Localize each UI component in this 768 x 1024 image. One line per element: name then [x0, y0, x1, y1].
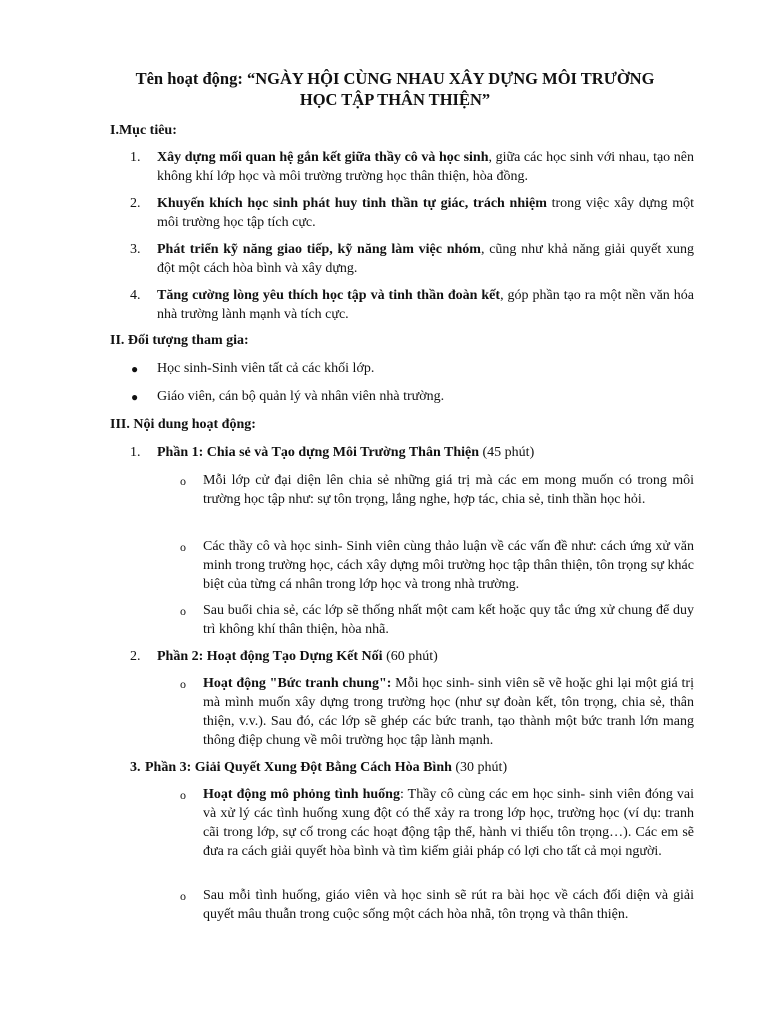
part-1-duration: (45 phút): [479, 445, 535, 460]
objective-text-3: [157, 240, 694, 278]
sub-bullet-icon: o: [180, 889, 186, 903]
part-2-duration: (60 phút): [382, 649, 438, 664]
part-1-heading: [157, 443, 694, 462]
sub-text: Các thầy cô và học sinh- Sinh viên cùng thảo luận về các vấn đề như: cách ứng xử văn minh trong trường học, cách xây dựng môi trường học tập thân thiện, tôn trọng sự khác biệt của từng cá nhân trong lớp học và trong nhà trường.: [203, 539, 694, 592]
list-number: 2.: [130, 649, 141, 664]
objective-bold-1: Xây dựng mối quan hệ gắn kết giữa thầy cô và học sinh: [157, 150, 489, 165]
participant-item-2: Giáo viên, cán bộ quản lý và nhân viên nhà trường.: [157, 389, 445, 404]
bullet-icon: ●: [131, 362, 139, 376]
part-1-sub-1: [203, 471, 694, 509]
section-1-heading: I.Mục tiêu:: [110, 123, 177, 138]
title-line-2: HỌC TẬP THÂN THIỆN”: [299, 90, 491, 109]
sub-bullet-icon: o: [180, 474, 186, 488]
title-line-1: Tên hoạt động: “NGÀY HỘI CÙNG NHAU XÂY DỰNG MÔI TRƯỜNG: [135, 69, 655, 88]
objective-text-1: [157, 148, 694, 186]
document-title: [100, 68, 690, 110]
sub-text: : Thầy cô cùng các em học sinh- sinh viên đóng vai và xử lý các tình huống xung đột có thể xảy ra trong lớp học, trường học (ví dụ: tranh cãi trong lớp, sự cố trong các hoạt động tập thể, hành vi thiếu tôn trọng…). Các em sẽ đưa ra cách giải quyết hòa bình và tìm kiếm giải pháp có lợi cho tất cả mọi người.: [203, 787, 694, 859]
sub-bold: Hoạt động "Bức tranh chung":: [203, 676, 392, 691]
sub-bullet-icon: o: [180, 788, 186, 802]
sub-text: Sau buổi chia sẻ, các lớp sẽ thống nhất một cam kết hoặc quy tắc ứng xử chung để duy trì không khí thân thiện, hòa nhã.: [203, 603, 694, 637]
objective-bold-3: Phát triển kỹ năng giao tiếp, kỹ năng làm việc nhóm: [157, 242, 481, 257]
list-number: 3.: [130, 242, 141, 257]
objective-text-2: [157, 194, 694, 232]
part-2-heading: [157, 647, 694, 666]
part-2-title: Phần 2: Hoạt động Tạo Dựng Kết Nối: [157, 649, 383, 664]
part-3-duration: (30 phút): [451, 760, 508, 775]
list-number: 1.: [130, 150, 141, 165]
sub-text: Mỗi lớp cử đại diện lên chia sẻ những giá trị mà các em mong muốn có trong môi trường học tập như: sự tôn trọng, lắng nghe, hợp tác, chia sẻ, tinh thần học hỏi.: [203, 473, 694, 507]
sub-bullet-icon: o: [180, 604, 186, 618]
part-3-sub-2: [203, 886, 694, 924]
sub-text: Mỗi học sinh- sinh viên sẽ vẽ hoặc ghi lại một giá trị mà mình muốn xây dựng trong trường học (như sự đoàn kết, tôn trọng, chia sẻ, thân thiện, v.v.). Sau đó, các lớp sẽ ghép các bức tranh, tạo thành một bức tranh lớn mang thông điệp chung về môi trường học tập lành mạnh.: [203, 676, 694, 748]
objective-text-4: [157, 286, 694, 324]
objective-bold-2: Khuyến khích học sinh phát huy tinh thần tự giác, trách nhiệm: [157, 196, 547, 211]
section-2-heading: II. Đối tượng tham gia:: [110, 333, 249, 348]
part-2-sub-1: [203, 674, 694, 750]
objective-bold-4: Tăng cường lòng yêu thích học tập và tinh thần đoàn kết: [157, 288, 501, 303]
part-3-heading: [145, 758, 695, 777]
part-1-title: Phần 1: Chia sẻ và Tạo dựng Môi Trường Thân Thiện: [157, 445, 480, 460]
sub-bold: Hoạt động mô phỏng tình huống: [203, 787, 400, 802]
list-number: 3.: [130, 760, 141, 775]
bullet-icon: ●: [131, 390, 139, 404]
objective-rest-4: , góp phần tạo ra một nền văn hóa nhà trường lành mạnh và tích cực.: [157, 288, 694, 322]
sub-text: Sau mỗi tình huống, giáo viên và học sinh sẽ rút ra bài học về cách đối diện và giải quyết mâu thuẫn trong cuộc sống một cách hòa nhã, tôn trọng và thân thiện.: [203, 888, 694, 922]
list-number: 4.: [130, 288, 141, 303]
sub-bullet-icon: o: [180, 677, 186, 691]
objective-rest-2: trong việc xây dựng một môi trường học tập tích cực.: [157, 196, 694, 230]
list-number: 2.: [130, 196, 141, 211]
list-number: 1.: [130, 445, 141, 460]
part-3-sub-1: [203, 785, 694, 861]
part-1-sub-2: [203, 537, 694, 594]
part-3-title: Phần 3: Giải Quyết Xung Đột Bằng Cách Hòa Bình: [145, 760, 452, 775]
objective-rest-1: , giữa các học sinh với nhau, tạo nên không khí lớp học và môi trường trường học thân thiện, hòa đồng.: [157, 150, 694, 184]
section-3-heading: III. Nội dung hoạt động:: [110, 417, 256, 432]
sub-bullet-icon: o: [180, 540, 186, 554]
participant-item-1: Học sinh-Sinh viên tất cả các khối lớp.: [157, 361, 375, 376]
part-1-sub-3: [203, 601, 694, 639]
objective-rest-3: , cũng như khả năng giải quyết xung đột một cách hòa bình và xây dựng.: [157, 242, 694, 276]
